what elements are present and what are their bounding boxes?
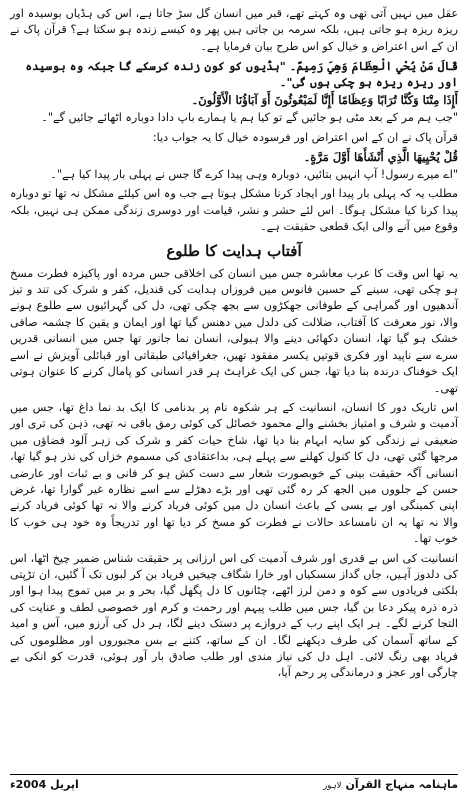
quranic-verse: أَإِذَا مِتْنَا وَكُنَّا تُرَابًا وَعِظَامًا أَإِنَّا لَمَبْعُوثُونَ أَوَ آبَاؤُنَا الْأَوَّلُونَ۔ [191,93,458,108]
quranic-verse: قُلْ يُحْيِيهَا الَّذِي أَنْشَأَهَا أَوَّلَ مَرَّةٍ۔ [303,150,458,165]
page-footer [10,774,458,791]
main-section [10,266,458,682]
issue-date: اپریل 2004ء [10,778,79,791]
paragraph: اس تاریک دور کا انسان، انسانیت کے ہر شکوہ نام پر بدنامی کا ایک بد نما داغ تھا، جس میں آدمیت و شرف و امتیاز بخشنے والے محمود خصائل کی کوئی رمق باقی نہ تھی، ذہن کی تری اور ضعیفی نے زندگی کو سایہ ابہام بنا دیا تھا، شاخ حیات کفر و شرک کی زہر آلود فضاؤں میں مرجھا گئی تھی، دل کا کنول کھلنے سے پہلے ہی، بداعتقادی کی مسموم خزاں کی نذر ہو گیا تھا، انسانی آگہ حقیقت بینی کے خوبصورت شعار سے دست کش ہو کر فانی و بے ثبات اور عارضی حسن کے جلووں میں الجھ کر رہ گئی تھی اور بڑے دھڑلے سے اسے نظارہ غیر گوارا تھا، غرض اپنی کمینگی اور بے بسی کے باعث انسان دل میں کوئی فریاد کرنے والا نہ تھا کوئی فریاد کرنے والا نہ تھا یہ ان نامساعد حالات نے فطرت کو مسخ کر دیا تھا اور تدریجاً وہ خود ہی خوب کا خوب تھا۔ [10,400,458,546]
section-heading: آفتاب ہدایت کا طلوع [166,241,302,260]
quranic-verse: قَالَ مَنْ يُحْيِ الْعِظَامَ وَهِيَ رَمِيمٌ۔ "ہڈیوں کو کون زندہ کرسکے گا جبکہ وہ بوسیدہ اور ریزہ ریزہ ہو چکی ہوں گی"۔ [25,59,458,90]
verse-translation: "جب ہم مر کے بعد مٹی ہو جائیں گے تو کیا ہم یا ہمارے باپ دادا دوبارہ اٹھائے جائیں گے"۔ [41,111,458,125]
magazine-title: ماہنامہ منہاج القرآن [345,778,458,791]
intro-section [10,6,458,236]
paragraph: عقل میں نہیں آتی تھی وہ کہتے تھے، قبر میں انسان گل سڑ جاتا ہے، اس کی ہڈیاں بوسیدہ اور ریزہ ریزہ ہو جاتی ہیں، بلکہ سرمہ بن جاتی ہیں پھر وہ کیسے زندہ ہو سکتا ہے؟ قرآن پاک نے ان کے اس اعتراض و خیال کو اس طرح بیان فرمایا ہے۔ [10,7,458,53]
paragraph: مطلب یہ کہ پہلی بار پیدا اور ایجاد کرنا مشکل ہوتا ہے جب وہ اس کیلئے مشکل نہ تھا تو دوبارہ پیدا کرنا کیا مشکل ہوگا۔ اس لئے حشر و نشر، قیامت اور دوسری زندگی ممکن ہی نہیں، بلکہ وقوع میں آنے والی ایک قطعی حقیقت ہے۔ [10,187,458,234]
magazine-name [323,778,458,791]
paragraph: قرآن پاک نے ان کے اس اعتراض اور فرسودہ خیال کا یہ جواب دیا: [152,130,458,144]
paragraph: انسانیت کی اس بے قدری اور شرف آدمیت کی اس ارزانی پر حقیقت شناس ضمیر چیخ اٹھا، اس کی دلدوز آہیں، جاں گداز سسکیاں اور خارا شگاف چیخیں فریاد بن کر لبوں تک آ گئیں، ان تڑپتی بلکتی فریادوں سے کوہ و دمن لرز اٹھے، چٹانوں کا دل پگھل گیا، بحر و بر میں تموج پیدا ہوا اور ذرہ ذرہ پیکر دعا بن گیا، جس میں طلب پیہم اور رحمت و کرم اور خصوصی لطف و عنایت کی التجا کرنے لگے۔ ہر ایک اپنے رب کے دروازے پر دستک دینے لگا، ہر دل کی آرزو میں، آس و امید کے ساتھ آسمان کی طرف دیکھنے لگا۔ ان کے ساتھ، کتنے بے بس مجبوروں اور مظلوموں کی فریاد بھی رنگ لائی۔ اہل دل کی نیاز مندی اور طلب صادق بار آور ہوئی، قدرت کو انکی بے چارگی اور عجز و درماندگی پر رحم آیا، [10,551,458,680]
magazine-city: لاہور [323,781,342,791]
paragraph: یہ تھا اس وقت کا عرب معاشرہ جس میں انسان کی اخلاقی حس مردہ اور پاکیزہ فطرت مسخ ہو چکی تھی، سینے کے حسین فانوس میں فروزاں ہدایت کی قندیل، کفر و شرک کی تند و تیز آندھیوں اور گمراہی کے طوفانی جھکڑوں سے بجھ چکی تھی، دل کی گہرائیوں سے طلوع ہونے والا، نور معرفت کا آفتاب، ضلالت کی دلدل میں دھنس گیا تھا اور ایمان و یقین کا چشمہ صافی خشک ہو گیا تھا، انسان دکھائی دینے والا ہیولی، انسان نما جانور تھا جس میں انسانی قدریں سرے سے ناپید اور فکری قوتیں یکسر مفقود تھیں، جغرافیائی طبقاتی اور قبائلی آویزش نے اسے ایک خوفناک درندہ بنا دیا تھا، جس کی ایک غراہٹ ہر قدر انسانی کو پامال کرنے کا عنوان ہوتی تھی۔ [10,266,458,395]
verse-translation: "اے میرے رسول! آپ انہیں بتائیں، دوبارہ وہی پیدا کرے گا جس نے پہلی بار پیدا کیا ہے"۔ [50,168,458,182]
